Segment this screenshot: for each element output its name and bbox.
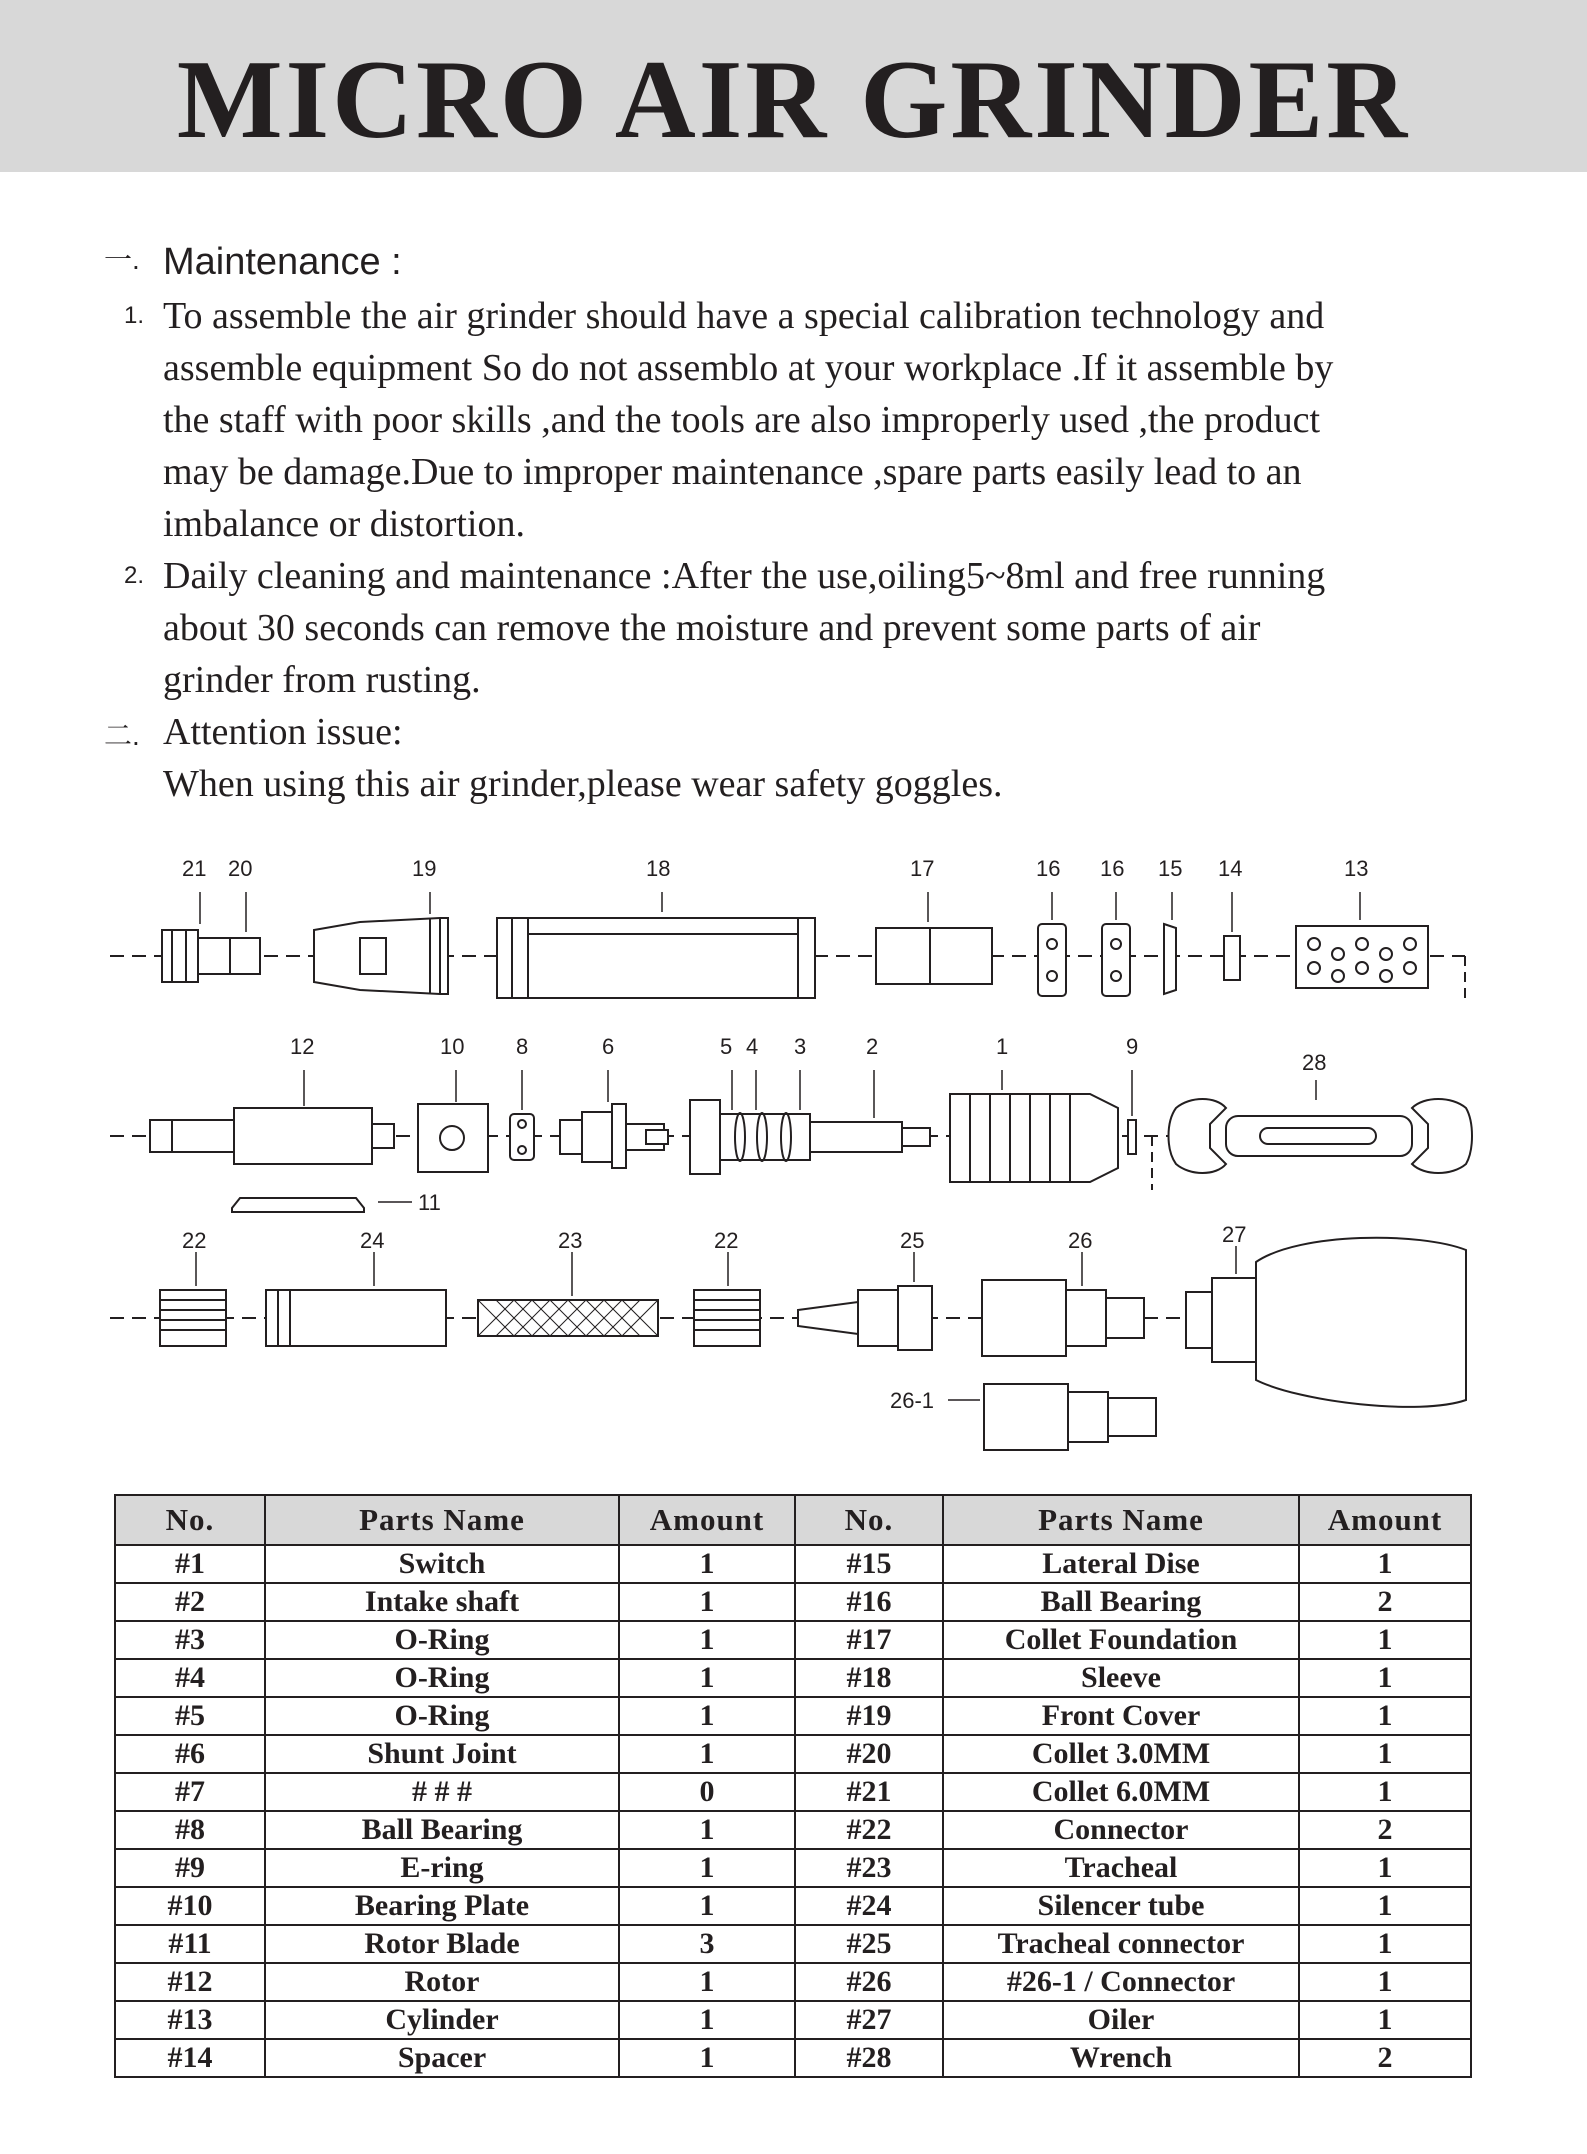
attention-heading: Attention issue: — [163, 711, 403, 753]
part-13-cylinder — [1296, 926, 1428, 988]
table-row — [115, 1735, 1471, 1773]
part-14-spacer — [1224, 936, 1240, 980]
row-part-name: Cylinder — [265, 2001, 619, 2039]
callout-14: 14 — [1218, 856, 1243, 881]
part-15-lateral-disc — [1164, 924, 1176, 994]
table-row — [115, 1773, 1471, 1811]
row-amount: 1 — [619, 2039, 795, 2077]
row-no-2: #16 — [795, 1583, 943, 1621]
part-17-collet-foundation — [876, 928, 992, 984]
row-amount-2: 1 — [1299, 1773, 1471, 1811]
part-23-tracheal — [478, 1300, 658, 1336]
parts-table — [114, 1494, 1472, 2078]
item1-line1: To assemble the air grinder should have a special calibration technology and — [163, 295, 1325, 337]
part-6-shunt-joint — [560, 1104, 668, 1168]
part-20-collet — [198, 938, 260, 974]
row-amount: 1 — [619, 2001, 795, 2039]
callout-12: 12 — [290, 1034, 315, 1059]
row-part-name: O-Ring — [265, 1697, 619, 1735]
row-no-2: #26 — [795, 1963, 943, 2001]
item-number-2: 2. — [124, 562, 145, 589]
item1-line4: may be damage.Due to improper maintenance ,spare parts easily lead to an — [163, 451, 1302, 493]
header-no: No. — [115, 1495, 265, 1545]
row-amount: 3 — [619, 1925, 795, 1963]
row-no-2: #27 — [795, 2001, 943, 2039]
row-amount-2: 2 — [1299, 1583, 1471, 1621]
row-part-name: Spacer — [265, 2039, 619, 2077]
row-amount-2: 1 — [1299, 1735, 1471, 1773]
row-no: #7 — [115, 1773, 265, 1811]
part-18-sleeve — [497, 918, 815, 998]
part-26-connector — [982, 1280, 1144, 1356]
exploded-parts-diagram — [0, 840, 1587, 1480]
row-amount-2: 1 — [1299, 1887, 1471, 1925]
callout-15: 15 — [1158, 856, 1183, 881]
row-part-name: Rotor — [265, 1963, 619, 2001]
row-no-2: #21 — [795, 1773, 943, 1811]
table-row — [115, 2001, 1471, 2039]
row-amount-2: 1 — [1299, 1963, 1471, 2001]
row-no-2: #22 — [795, 1811, 943, 1849]
callout-19: 19 — [412, 856, 437, 881]
row-no: #3 — [115, 1621, 265, 1659]
row-amount-2: 2 — [1299, 1811, 1471, 1849]
header-parts-name: Parts Name — [265, 1495, 619, 1545]
row-part-name: # # # — [265, 1773, 619, 1811]
row-no: #12 — [115, 1963, 265, 2001]
callout-27: 27 — [1222, 1222, 1247, 1247]
part-16-ball-bearing-b — [1102, 924, 1130, 996]
row-no: #9 — [115, 1849, 265, 1887]
item1-line5: imbalance or distortion. — [163, 503, 525, 545]
part-2-intake-shaft — [690, 1100, 930, 1174]
part-10-bearing-plate — [418, 1104, 488, 1172]
row-no-2: #20 — [795, 1735, 943, 1773]
header-parts-name-2: Parts Name — [943, 1495, 1299, 1545]
row-amount: 1 — [619, 1659, 795, 1697]
row-no-2: #18 — [795, 1659, 943, 1697]
row-no-2: #25 — [795, 1925, 943, 1963]
callout-21: 21 — [182, 856, 207, 881]
row-amount-2: 1 — [1299, 1545, 1471, 1583]
callout-2: 2 — [866, 1034, 879, 1059]
row-no: #6 — [115, 1735, 265, 1773]
row-amount: 1 — [619, 1963, 795, 2001]
row-part-name: Intake shaft — [265, 1583, 619, 1621]
part-9-e-ring — [1128, 1120, 1136, 1154]
row-part-name-2: Front Cover — [943, 1697, 1299, 1735]
part-12-rotor — [150, 1108, 394, 1164]
row-no: #11 — [115, 1925, 265, 1963]
section-marker-attention: 二. — [104, 720, 140, 751]
row-no: #1 — [115, 1545, 265, 1583]
callout-9: 9 — [1126, 1034, 1139, 1059]
callout-26-1: 26-1 — [890, 1388, 935, 1413]
header-amount-2: Amount — [1299, 1495, 1471, 1545]
maintenance-heading: Maintenance : — [163, 241, 402, 283]
row-part-name-2: Collet 6.0MM — [943, 1773, 1299, 1811]
callout-25: 25 — [900, 1228, 925, 1253]
row-amount: 1 — [619, 1887, 795, 1925]
row-part-name-2: Connector — [943, 1811, 1299, 1849]
row-amount-2: 1 — [1299, 2001, 1471, 2039]
row-part-name-2: Tracheal — [943, 1849, 1299, 1887]
callout-22a: 22 — [182, 1228, 207, 1253]
callout-5: 5 — [720, 1034, 733, 1059]
item2-line1: Daily cleaning and maintenance :After the use,oiling5~8ml and free running — [163, 555, 1326, 597]
row-amount: 1 — [619, 1545, 795, 1583]
part-22-connector-b — [694, 1290, 760, 1346]
item-number-1: 1. — [124, 302, 145, 329]
row-part-name: O-Ring — [265, 1659, 619, 1697]
row-part-name-2: Collet Foundation — [943, 1621, 1299, 1659]
callout-20: 20 — [228, 856, 253, 881]
row-part-name-2: Oiler — [943, 2001, 1299, 2039]
section-marker-maintenance: 一. — [104, 244, 140, 275]
row-no-2: #19 — [795, 1697, 943, 1735]
callout-10: 10 — [440, 1034, 465, 1059]
table-row — [115, 1621, 1471, 1659]
row-no: #5 — [115, 1697, 265, 1735]
item2-line3: grinder from rusting. — [163, 659, 481, 701]
callout-16b: 16 — [1100, 856, 1125, 881]
callout-13: 13 — [1344, 856, 1369, 881]
callout-23: 23 — [558, 1228, 583, 1253]
table-row — [115, 1583, 1471, 1621]
table-row — [115, 1659, 1471, 1697]
row-amount-2: 2 — [1299, 2039, 1471, 2077]
row-part-name: Bearing Plate — [265, 1887, 619, 1925]
callout-18: 18 — [646, 856, 671, 881]
table-row — [115, 1811, 1471, 1849]
row-part-name: E-ring — [265, 1849, 619, 1887]
row-part-name-2: Tracheal connector — [943, 1925, 1299, 1963]
page-title: MICRO AIR GRINDER — [176, 38, 1411, 162]
callout-6: 6 — [602, 1034, 615, 1059]
callout-28: 28 — [1302, 1050, 1327, 1075]
row-amount-2: 1 — [1299, 1925, 1471, 1963]
row-part-name: Rotor Blade — [265, 1925, 619, 1963]
row-no-2: #24 — [795, 1887, 943, 1925]
row-part-name: Switch — [265, 1545, 619, 1583]
row-part-name-2: Sleeve — [943, 1659, 1299, 1697]
parts-diagram-svg — [0, 840, 1587, 1480]
row-part-name-2: Ball Bearing — [943, 1583, 1299, 1621]
callout-26: 26 — [1068, 1228, 1093, 1253]
table-row — [115, 1849, 1471, 1887]
row-amount: 1 — [619, 1735, 795, 1773]
callout-8: 8 — [516, 1034, 529, 1059]
part-27-oiler — [1186, 1238, 1466, 1407]
part-1-switch — [950, 1094, 1118, 1182]
parts-table-body — [115, 1545, 1471, 2077]
callout-11: 11 — [418, 1190, 441, 1215]
attention-text: When using this air grinder,please wear safety goggles. — [163, 763, 1003, 805]
part-19-front-cover — [314, 918, 448, 994]
row-part-name-2: #26-1 / Connector — [943, 1963, 1299, 2001]
row-part-name-2: Lateral Dise — [943, 1545, 1299, 1583]
table-row — [115, 1963, 1471, 2001]
part-11-rotor-blade — [232, 1198, 364, 1212]
row-no-2: #17 — [795, 1621, 943, 1659]
callout-4: 4 — [746, 1034, 759, 1059]
part-24-silencer-tube — [266, 1290, 446, 1346]
row-amount-2: 1 — [1299, 1659, 1471, 1697]
row-amount: 1 — [619, 1811, 795, 1849]
callout-16a: 16 — [1036, 856, 1061, 881]
row-part-name-2: Silencer tube — [943, 1887, 1299, 1925]
row-no: #13 — [115, 2001, 265, 2039]
row-no-2: #28 — [795, 2039, 943, 2077]
row-no: #8 — [115, 1811, 265, 1849]
callout-22b: 22 — [714, 1228, 739, 1253]
row-no: #2 — [115, 1583, 265, 1621]
row-amount: 1 — [619, 1621, 795, 1659]
part-16-ball-bearing-a — [1038, 924, 1066, 996]
table-row — [115, 2039, 1471, 2077]
row-no: #10 — [115, 1887, 265, 1925]
part-8-ball-bearing — [510, 1114, 534, 1160]
title-banner — [0, 0, 1587, 172]
row-no: #4 — [115, 1659, 265, 1697]
row-no: #14 — [115, 2039, 265, 2077]
row-amount: 1 — [619, 1697, 795, 1735]
row-part-name: Ball Bearing — [265, 1811, 619, 1849]
table-row — [115, 1545, 1471, 1583]
part-25-tracheal-connector — [798, 1286, 932, 1350]
table-row — [115, 1925, 1471, 1963]
header-no-2: No. — [795, 1495, 943, 1545]
part-21-collet — [162, 930, 198, 982]
row-amount-2: 1 — [1299, 1621, 1471, 1659]
part-28-wrench — [1169, 1099, 1473, 1173]
row-part-name-2: Collet 3.0MM — [943, 1735, 1299, 1773]
row-part-name: Shunt Joint — [265, 1735, 619, 1773]
header-amount: Amount — [619, 1495, 795, 1545]
row-amount-2: 1 — [1299, 1849, 1471, 1887]
row-amount: 1 — [619, 1583, 795, 1621]
callout-17: 17 — [910, 856, 935, 881]
row-amount-2: 1 — [1299, 1697, 1471, 1735]
table-row — [115, 1887, 1471, 1925]
row-part-name: O-Ring — [265, 1621, 619, 1659]
row-amount: 0 — [619, 1773, 795, 1811]
row-amount: 1 — [619, 1849, 795, 1887]
table-row — [115, 1697, 1471, 1735]
item1-line2: assemble equipment So do not assemblo at your workplace .If it assemble by — [163, 347, 1334, 389]
item1-line3: the staff with poor skills ,and the tools are also improperly used ,the product — [163, 399, 1321, 441]
part-22-connector-a — [160, 1290, 226, 1346]
table-header-row — [115, 1495, 1471, 1545]
item2-line2: about 30 seconds can remove the moisture and prevent some parts of air — [163, 607, 1261, 649]
row-no-2: #23 — [795, 1849, 943, 1887]
callout-3: 3 — [794, 1034, 807, 1059]
callout-1: 1 — [996, 1034, 1009, 1059]
callout-24: 24 — [360, 1228, 385, 1253]
part-26-1-connector — [984, 1384, 1156, 1450]
row-part-name-2: Wrench — [943, 2039, 1299, 2077]
row-no-2: #15 — [795, 1545, 943, 1583]
